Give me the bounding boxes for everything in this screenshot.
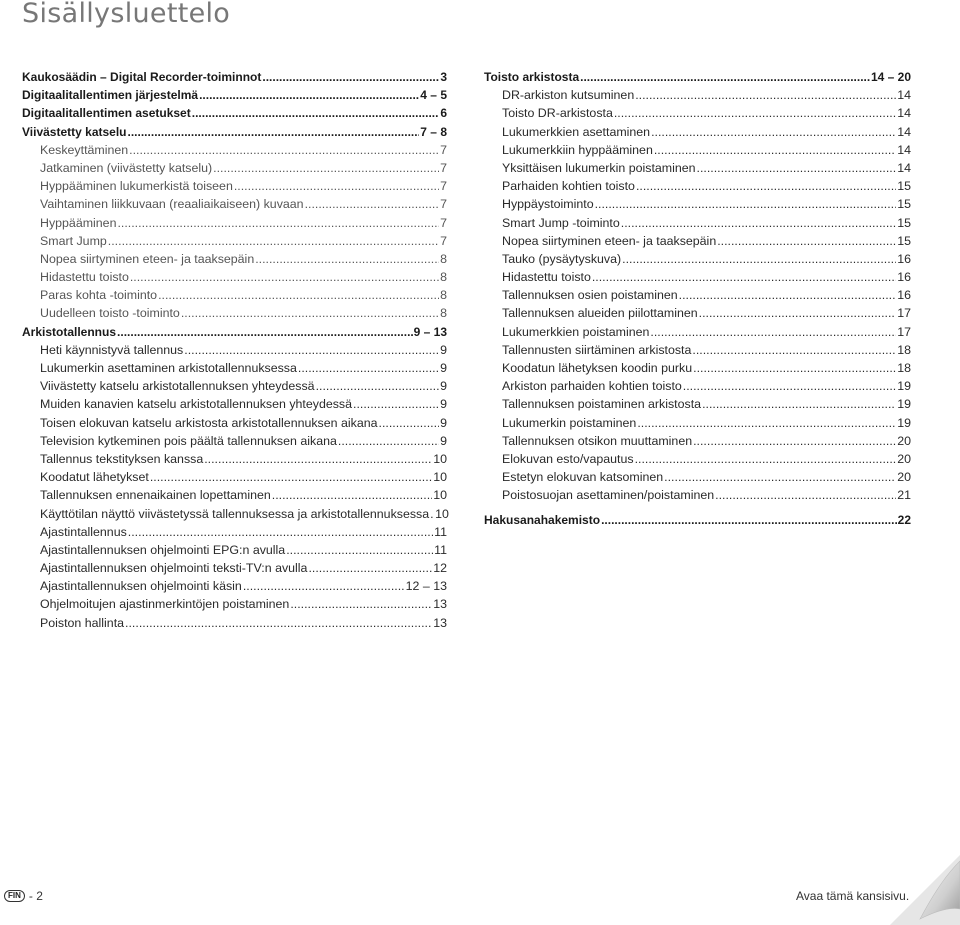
toc-entry-label: Tallennuksen osien poistaminen [502, 288, 678, 303]
toc-entry [22, 486, 447, 504]
toc-entry-page: 10 [435, 506, 449, 521]
toc-entry-page: 14 [897, 142, 911, 157]
toc-entry-label: Smart Jump [40, 233, 107, 248]
toc-entry-label: Poistosuojan asettaminen/poistaminen [502, 488, 715, 503]
toc-leader-dots [125, 614, 432, 632]
toc-leader-dots [693, 432, 896, 450]
toc-leader-dots [181, 304, 439, 322]
language-badge: FIN [4, 890, 25, 902]
toc-entry [22, 505, 447, 523]
toc-entry [22, 595, 447, 613]
toc-entry-label: Hyppäystoiminto [502, 197, 594, 212]
toc-leader-dots [234, 177, 439, 195]
toc-entry-label: Toisen elokuvan katselu arkistosta arkistotallennuksen aikana [40, 415, 378, 430]
toc-entry-label: Tallennuksen otsikon muuttaminen [502, 433, 693, 448]
toc-entry-page: 7 [440, 179, 447, 194]
toc-entry-page: 12 – 13 [405, 579, 447, 594]
toc-entry-label: Lukumerkin poistaminen [502, 415, 637, 430]
toc-entry [484, 141, 911, 159]
toc-entry-label: Elokuvan esto/vapautus [502, 451, 634, 466]
toc-leader-dots [290, 595, 432, 613]
toc-entry-label: Toisto DR-arkistosta [502, 106, 613, 121]
toc-entry-page: 15 [897, 233, 911, 248]
toc-leader-dots [635, 450, 897, 468]
toc-entry-label: Kaukosäädin – Digital Recorder-toiminnot [22, 70, 262, 84]
toc-entry-page: 9 [440, 397, 447, 412]
toc-entry-page: 8 [440, 270, 447, 285]
toc-entry [22, 341, 447, 359]
toc-leader-dots [654, 141, 896, 159]
toc-entry-page: 8 [440, 288, 447, 303]
toc-leader-dots [305, 195, 440, 213]
toc-leader-dots [601, 511, 897, 529]
toc-entry [484, 177, 911, 195]
toc-leader-dots [592, 268, 896, 286]
page-number: - 2 [28, 889, 43, 903]
page-title: Sisällysluettelo [22, 0, 231, 29]
toc-entry-page: 8 [440, 251, 447, 266]
toc-entry [484, 268, 911, 286]
toc-leader-dots [650, 323, 896, 341]
toc-entry-label: Keskeyttäminen [40, 142, 129, 157]
toc-leader-dots [702, 395, 896, 413]
toc-entry [484, 68, 911, 86]
toc-leader-dots [272, 486, 432, 504]
toc-entry [22, 541, 447, 559]
toc-entry-label: Tallennusten siirtäminen arkistosta [502, 342, 692, 357]
toc-leader-dots [117, 323, 413, 341]
toc-leader-dots [692, 341, 896, 359]
toc-entry-label: Tauko (pysäytyskuva) [502, 251, 622, 266]
toc-entry [22, 559, 447, 577]
toc-entry-page: 7 [440, 142, 447, 157]
toc-entry [22, 395, 447, 413]
toc-entry-label: Ajastintallennuksen ohjelmointi teksti-TV:n avulla [40, 561, 308, 576]
toc-leader-dots [699, 304, 897, 322]
toc-leader-dots [664, 468, 896, 486]
toc-entry-page: 15 [897, 179, 911, 194]
toc-leader-dots [199, 86, 419, 104]
toc-entry [484, 104, 911, 122]
toc-leader-dots [192, 104, 440, 122]
toc-entry [484, 250, 911, 268]
toc-entry [484, 432, 911, 450]
toc-entry-page: 10 [433, 488, 447, 503]
toc-leader-dots [108, 232, 439, 250]
toc-entry-label: Yksittäisen lukumerkin poistaminen [502, 160, 696, 175]
toc-entry [22, 432, 447, 450]
toc-entry-page: 9 – 13 [413, 324, 447, 339]
toc-entry [22, 323, 447, 341]
toc-leader-dots [243, 577, 405, 595]
toc-entry [22, 123, 447, 141]
toc-entry-page: 10 [433, 470, 447, 485]
toc-entry-label: Tallennuksen ennenaikainen lopettaminen [40, 488, 271, 503]
toc-entry-label: Käyttötilan näyttö viivästetyssä tallennuksessa ja arkistotallennuksessa [40, 506, 430, 521]
toc-leader-dots [614, 104, 896, 122]
toc-leader-dots [353, 395, 439, 413]
toc-leader-dots [651, 123, 896, 141]
toc-entry-page: 15 [897, 215, 911, 230]
toc-entry-label: Ajastintallennuksen ohjelmointi EPG:n avulla [40, 542, 286, 557]
toc-entry-label: Paras kohta -toiminto [40, 288, 158, 303]
toc-entry-page: 13 [433, 615, 447, 630]
toc-entry-label: Tallennus tekstityksen kanssa [40, 451, 204, 466]
toc-entry-label: Tallennuksen alueiden piilottaminen [502, 306, 698, 321]
toc-entry-label: Hidastettu toisto [502, 270, 591, 285]
toc-entry-page: 20 [897, 433, 911, 448]
toc-entry-label: Koodatut lähetykset [40, 470, 149, 485]
toc-entry-page: 21 [897, 488, 911, 503]
toc-entry [22, 268, 447, 286]
toc-entry-label: Estetyn elokuvan katsominen [502, 470, 664, 485]
toc-entry-page: 11 [434, 524, 447, 539]
toc-entry-label: Muiden kanavien katselu arkistotallennuksen yhteydessä [40, 397, 353, 412]
toc-leader-dots [117, 214, 439, 232]
toc-leader-dots [621, 214, 896, 232]
toc-entry-page: 7 [440, 233, 447, 248]
toc-entry [484, 304, 911, 322]
toc-leader-dots [255, 250, 439, 268]
toc-leader-dots [128, 123, 420, 141]
toc-leader-dots [308, 559, 432, 577]
toc-entry-page: 8 [440, 306, 447, 321]
footer-page-indicator [4, 889, 43, 903]
toc-entry [484, 323, 911, 341]
toc-leader-dots [130, 268, 439, 286]
toc-entry [22, 195, 447, 213]
toc-entry-page: 14 [897, 160, 911, 175]
toc-entry [484, 86, 911, 104]
toc-entry-page: 19 [897, 379, 911, 394]
page-curl-icon [890, 855, 960, 925]
toc-entry-page: 9 [440, 415, 447, 430]
toc-entry [22, 286, 447, 304]
toc-entry-page: 14 [897, 106, 911, 121]
toc-entry-label: Hyppääminen [40, 215, 117, 230]
toc-leader-dots [635, 86, 896, 104]
toc-entry [484, 286, 911, 304]
toc-entry-label: Television kytkeminen pois päältä tallennuksen aikana [40, 433, 337, 448]
toc-leader-dots [184, 341, 439, 359]
toc-entry-page: 18 [897, 342, 911, 357]
toc-leader-dots [204, 450, 432, 468]
toc-entry-label: Arkiston parhaiden kohtien toisto [502, 379, 682, 394]
toc-entry [22, 214, 447, 232]
toc-leader-dots [158, 286, 439, 304]
toc-entry-page: 7 – 8 [420, 124, 447, 139]
toc-entry [22, 523, 447, 541]
toc-entry-label: Ajastintallennuksen ohjelmointi käsin [40, 579, 242, 594]
toc-entry-label: Ajastintallennus [40, 524, 127, 539]
toc-entry [484, 450, 911, 468]
toc-entry [484, 214, 911, 232]
toc-entry [484, 395, 911, 413]
toc-entry-page: 16 [897, 251, 911, 266]
toc-entry-page: 17 [897, 306, 911, 321]
toc-entry-page: 14 [897, 124, 911, 139]
toc-entry [22, 614, 447, 632]
toc-leader-dots [637, 414, 896, 432]
toc-leader-dots [683, 377, 896, 395]
toc-leader-dots [150, 468, 432, 486]
toc-entry-page: 19 [897, 397, 911, 412]
toc-entry-label: Poiston hallinta [40, 615, 125, 630]
toc-entry-label: Heti käynnistyvä tallennus [40, 342, 184, 357]
toc-entry-page: 9 [440, 361, 447, 375]
toc-entry-label: Hakusanahakemisto [484, 512, 601, 527]
toc-entry-label: Hyppääminen lukumerkistä toiseen [40, 179, 233, 194]
toc-entry-page: 20 [897, 470, 911, 485]
toc-right-column [484, 68, 911, 529]
toc-entry [22, 141, 447, 159]
toc-entry-page: 16 [897, 270, 911, 285]
toc-entry-page: 9 [440, 379, 447, 394]
toc-entry-label: Arkistotallennus [22, 324, 117, 339]
toc-entry-page: 19 [897, 415, 911, 430]
toc-leader-dots [213, 159, 439, 177]
toc-entry-page: 14 – 20 [870, 70, 911, 84]
toc-leader-dots [128, 523, 433, 541]
toc-entry-page: 9 [440, 342, 447, 357]
toc-entry-label: Lukumerkkien poistaminen [502, 324, 650, 339]
toc-entry [484, 159, 911, 177]
toc-entry [484, 341, 911, 359]
toc-entry [22, 450, 447, 468]
toc-leader-dots [715, 486, 896, 504]
toc-entry-label: Koodatun lähetyksen koodin purku [502, 361, 693, 375]
toc-entry-page: 16 [897, 288, 911, 303]
toc-entry-label: Lukumerkkiin hyppääminen [502, 142, 653, 157]
toc-entry-label: Digitaalitallentimen järjestelmä [22, 88, 199, 103]
toc-leader-dots [286, 541, 433, 559]
toc-entry [484, 486, 911, 504]
toc-entry [22, 468, 447, 486]
toc-entry-page: 15 [897, 197, 911, 212]
toc-entry-label: Lukumerkin asettaminen arkistotallennuksessa [40, 361, 297, 375]
toc-leader-dots [580, 68, 870, 86]
toc-entry-label: Viivästetty katselu [22, 124, 127, 139]
toc-entry-label: Toisto arkistosta [484, 70, 580, 84]
toc-entry [484, 359, 911, 377]
toc-entry-label: Lukumerkkien asettaminen [502, 124, 651, 139]
toc-leader-dots [717, 232, 896, 250]
toc-entry [22, 177, 447, 195]
toc-entry-page: 22 [897, 512, 911, 527]
toc-entry-page: 7 [440, 215, 447, 230]
toc-entry [484, 377, 911, 395]
toc-leader-dots [430, 505, 434, 523]
toc-entry-page: 17 [897, 324, 911, 339]
toc-leader-dots [595, 195, 897, 213]
toc-entry-page: 10 [433, 451, 447, 466]
toc-entry-label: Uudelleen toisto -toiminto [40, 306, 180, 321]
toc-entry-page: 3 [440, 70, 447, 84]
toc-entry [484, 232, 911, 250]
toc-entry [22, 414, 447, 432]
footer-instruction: Avaa tämä kansisivu. [796, 889, 910, 903]
toc-entry-label: Smart Jump -toiminto [502, 215, 620, 230]
toc-entry-page: 12 [433, 561, 447, 576]
toc-left-column [22, 68, 447, 632]
toc-entry-page: 7 [440, 160, 447, 175]
toc-leader-dots [316, 377, 440, 395]
toc-entry-page: 13 [433, 597, 447, 612]
toc-entry-page: 20 [897, 451, 911, 466]
toc-entry-label: DR-arkiston kutsuminen [502, 88, 635, 103]
toc-entry [22, 68, 447, 86]
toc-entry [22, 377, 447, 395]
toc-leader-dots [622, 250, 896, 268]
toc-entry-page: 14 [897, 88, 911, 103]
toc-leader-dots [379, 414, 440, 432]
toc-entry [484, 511, 911, 529]
toc-entry-label: Nopea siirtyminen eteen- ja taaksepäin [40, 251, 255, 266]
toc-entry-label: Digitaalitallentimen asetukset [22, 106, 191, 121]
toc-entry-page: 4 – 5 [420, 88, 447, 103]
toc-entry [22, 577, 447, 595]
toc-leader-dots [679, 286, 897, 304]
toc-leader-dots [298, 359, 439, 377]
toc-entry [22, 304, 447, 322]
toc-entry-page: 6 [440, 106, 447, 121]
toc-entry [484, 414, 911, 432]
toc-leader-dots [129, 141, 439, 159]
toc-leader-dots [697, 159, 897, 177]
toc-entry-label: Parhaiden kohtien toisto [502, 179, 635, 194]
toc-entry [22, 232, 447, 250]
toc-entry [484, 468, 911, 486]
toc-entry [22, 250, 447, 268]
toc-entry [22, 159, 447, 177]
toc-entry-page: 11 [434, 542, 447, 557]
toc-leader-dots [636, 177, 896, 195]
toc-entry [484, 123, 911, 141]
toc-entry-page: 18 [897, 361, 911, 375]
toc-entry-label: Hidastettu toisto [40, 270, 129, 285]
toc-entry [22, 86, 447, 104]
toc-leader-dots [338, 432, 439, 450]
toc-entry-label: Vaihtaminen liikkuvaan (reaaliaikaiseen) kuvaan [40, 197, 304, 212]
toc-entry-label: Ohjelmoitujen ajastinmerkintöjen poistaminen [40, 597, 290, 612]
toc-entry-page: 9 [440, 433, 447, 448]
toc-leader-dots [262, 68, 439, 86]
toc-entry-label: Tallennuksen poistaminen arkistosta [502, 397, 702, 412]
toc-entry-label: Viivästetty katselu arkistotallennuksen yhteydessä [40, 379, 315, 394]
toc-leader-dots [693, 359, 896, 377]
toc-entry-label: Jatkaminen (viivästetty katselu) [40, 160, 213, 175]
toc-entry-page: 7 [440, 197, 447, 212]
toc-entry-label: Nopea siirtyminen eteen- ja taaksepäin [502, 233, 717, 248]
toc-entry [22, 104, 447, 122]
toc-entry [22, 359, 447, 377]
toc-entry [484, 195, 911, 213]
